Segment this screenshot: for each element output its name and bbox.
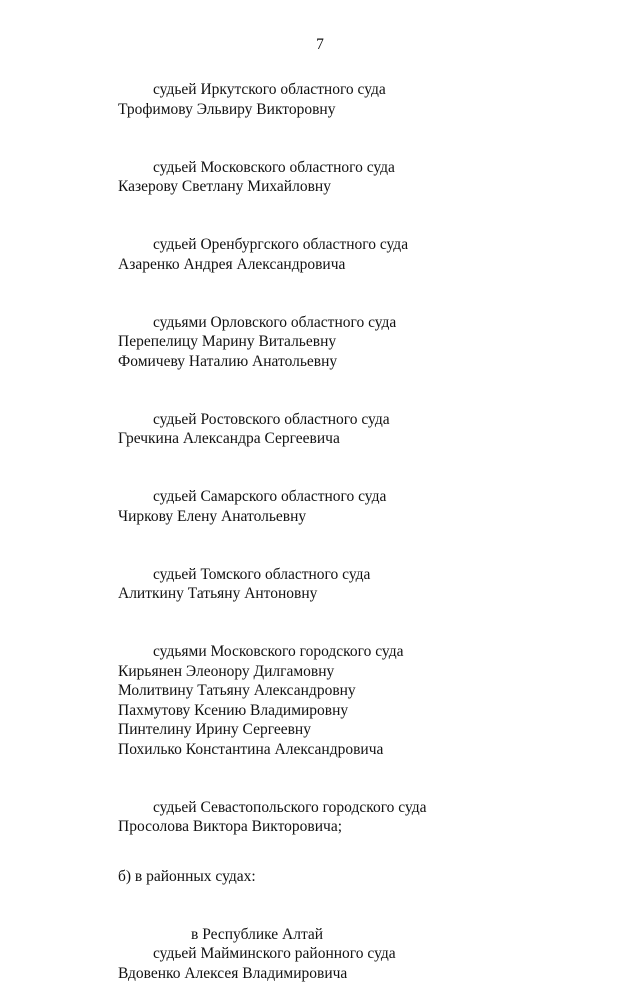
court-block — [118, 449, 598, 527]
court-title: судьями Московского городского суда — [118, 642, 598, 662]
judge-name: Азаренко Андрея Александровича — [118, 255, 598, 275]
court-title: судьей Самарского областного суда — [118, 487, 598, 507]
judge-name: Вдовенко Алексея Владимировича — [118, 964, 598, 983]
court-block — [118, 197, 598, 275]
judge-name: Пахмутову Ксению Владимировну — [118, 701, 598, 721]
court-block — [118, 274, 598, 371]
region-heading: в Республике Алтай — [118, 925, 598, 945]
court-block — [118, 604, 598, 760]
court-block — [118, 119, 598, 197]
judge-name: Похилько Константина Александровича — [118, 740, 598, 760]
court-title: судьей Ростовского областного суда — [118, 410, 598, 430]
court-block — [118, 759, 598, 837]
regional-courts-list — [118, 80, 598, 837]
page-number: 7 — [0, 35, 640, 55]
court-title: судьей Иркутского областного суда — [118, 80, 598, 100]
judge-name: Чиркову Елену Анатольевну — [118, 507, 598, 527]
court-title: судьей Московского областного суда — [118, 158, 598, 178]
judge-name: Казерову Светлану Михайловну — [118, 177, 598, 197]
court-block — [118, 80, 598, 119]
judge-name: Гречкина Александра Сергеевича — [118, 429, 598, 449]
judge-name: Алиткину Татьяну Антоновну — [118, 584, 598, 604]
judge-name: Просолова Виктора Викторовича; — [118, 817, 598, 837]
court-title: судьей Оренбургского областного суда — [118, 235, 598, 255]
court-block — [118, 526, 598, 604]
judge-name: Перепелицу Марину Витальевну — [118, 332, 598, 352]
judge-name: Фомичеву Наталию Анатольевну — [118, 352, 598, 372]
document-body — [118, 80, 598, 983]
court-title: судьей Томского областного суда — [118, 565, 598, 585]
district-courts-heading: б) в районных судах: — [118, 867, 598, 887]
court-title: судьей Севастопольского городского суда — [118, 798, 598, 818]
judge-name: Кирьянен Элеонору Дилгамовну — [118, 662, 598, 682]
court-title: судьей Майминского районного суда — [118, 944, 598, 964]
judge-name: Пинтелину Ирину Сергеевну — [118, 720, 598, 740]
court-block — [118, 371, 598, 449]
court-title: судьями Орловского областного суда — [118, 313, 598, 333]
judge-name: Молитвину Татьяну Александровну — [118, 681, 598, 701]
judge-name: Трофимову Эльвиру Викторовну — [118, 100, 598, 120]
